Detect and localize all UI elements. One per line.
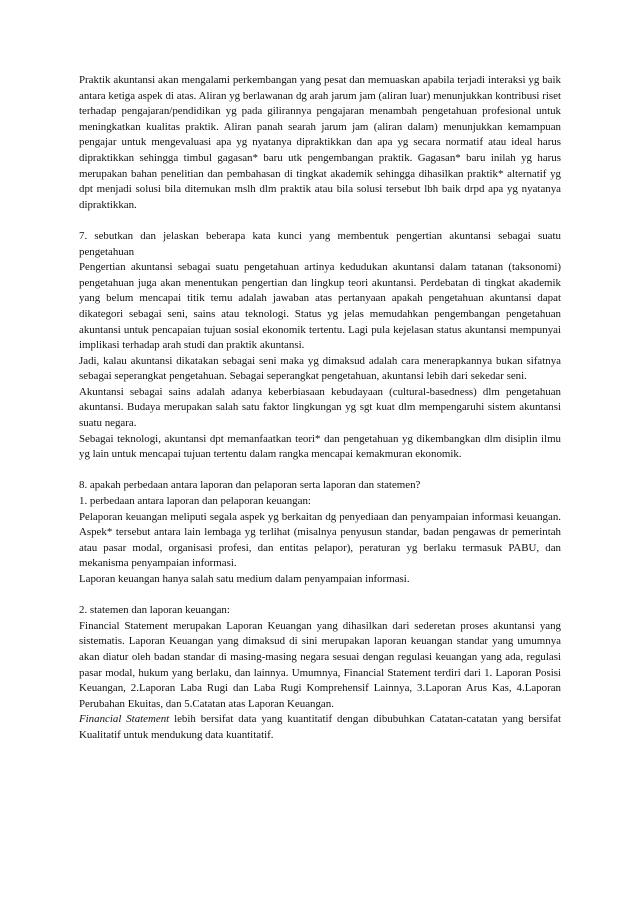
q8-sub1-title: 1. perbedaan antara laporan dan pelaporan keuangan: (79, 495, 311, 508)
document-page (79, 73, 561, 744)
q8-sub2-title: 2. statemen dan laporan keuangan: (79, 604, 230, 617)
q7-paragraph-4: Sebagai teknologi, akuntansi dpt memanfaatkan teori* dan pengetahuan yg dikembangkan dlm disiplin ilmu yg lain untuk mencapai tujuan tertentu dalam rangka mencapai kemakmuran ekonomik. (79, 432, 561, 461)
q8-question: 8. apakah perbedaan antara laporan dan pelaporan serta laporan dan statemen? (79, 479, 421, 492)
q8-sub2-paragraph-2 (79, 712, 561, 743)
q7-paragraph-1: Pengertian akuntansi sebagai suatu pengetahuan artinya kedudukan akuntansi dalam tatanan (taksonomi) pengetahuan juga akan menentukan pengertian dan lingkup teori akuntansi. Perdebatan di tingkat akademik yang belum mencapai titik temu adalah jawaban atas pertanyaan apakah pengetahuan akuntansi dapat dikategori sebagai seni, sains atau teknologi. Status yg jelas memudahkan pengembangan pengetahuan akuntansi untuk pencapaian tujuan sosial ekonomik tertentu. Lagi pula kejelasan status akuntansi mempunyai implikasi terhadap arah studi dan praktik akuntansi. (79, 261, 561, 352)
paragraph-gap (79, 588, 561, 604)
q8-sub2-paragraph-1: Financial Statement merupakan Laporan Keuangan yang dihasilkan dari sederetan proses akuntansi yang sistematis. Laporan Keuangan yang dimaksud di sini merupakan laporan keuangan standar yang umumnya akan diatur oleh badan standar di masing-masing negara sesuai dengan regulasi keuangan yang ada, regulasi pasar modal, hukum yang berlaku, dan lainnya. Umumnya, Financial Statement terdiri dari 1. Laporan Posisi Keuangan, 2.Laporan Laba Rugi dan Laba Rugi Komprehensif Lainnya, 3.Laporan Arus Kas, 4.Laporan Perubahan Ekuitas, dan 5.Catatan atas Laporan Keuangan. (79, 619, 561, 710)
intro-paragraph: Praktik akuntansi akan mengalami perkembangan yang pesat dan memuaskan apabila terjadi interaksi yg baik antara ketiga aspek di atas. Aliran yg berlawanan dg arah jarum jam (aliran luar) menunjukkan kontribusi riset terhadap pengajaran/pendidikan yg pada gilirannya pengajaran menambah pengetahuan profesional untuk meningkatkan kualitas praktik. Aliran panah searah jarum jam (aliran dalam) menunjukkan kemampuan pengajar untuk mengevaluasi apa yg nyatanya dipraktikkan dan apa yg secara normatif atau ideal harus dipraktikkan sehingga timbul gagasan* baru utk pengembangan praktik. Gagasan* baru inilah yg harus merupakan bahan penelitian dan pembahasan di tingkat akademik sehingga dihasilkan praktik* alternatif yg dpt menjadi solusi bila ditemukan mslh dlm praktik atau bila solusi tersebut lbh baik drpd apa yg nyatanya dipraktikkan. (79, 74, 561, 211)
paragraph-gap (79, 213, 561, 229)
paragraph-gap (79, 463, 561, 479)
q8-sub2-paragraph-2-rest: lebih bersifat data yang kuantitatif dengan dibubuhkan Catatan-catatan yang bersifat Kualitatif untuk mendukung data kuantitatif. (79, 713, 561, 741)
financial-statement-italic: Financial Statement (79, 713, 170, 726)
q8-sub1-paragraph-1: Pelaporan keuangan meliputi segala aspek yg berkaitan dg penyediaan dan penyampaian informasi keuangan. Aspek* tersebut antara lain lembaga yg terlihat (misalnya penyusun standar, badan pengawas dr pemerintah atau pasar modal, organisasi profesi, dan entitas pelapor), peraturan yg berlaku termasuk PABU, dan mekanisma penyampaian informasi. (79, 510, 561, 570)
q8-sub1-paragraph-2: Laporan keuangan hanya salah satu medium dalam penyampaian informasi. (79, 573, 410, 585)
q7-paragraph-3: Akuntansi sebagai sains adalah adanya keberbiasaan kebudayaan (cultural-basedness) dlm pengetahuan akuntansi. Budaya merupakan salah satu faktor lingkungan yg sgt kuat dlm mempengaruhi sistem akuntansi suatu negara. (79, 385, 561, 430)
q7-paragraph-2: Jadi, kalau akuntansi dikatakan sebagai seni maka yg dimaksud adalah cara menerapkannya bukan sifatnya sebagai seperangkat pengetahuan. Sebagai seperangkat pengetahuan, akuntansi lebih dari sekedar seni. (79, 354, 561, 383)
q7-question: 7. sebutkan dan jelaskan beberapa kata kunci yang membentuk pengertian akuntansi sebagai suatu pengetahuan (79, 229, 561, 258)
